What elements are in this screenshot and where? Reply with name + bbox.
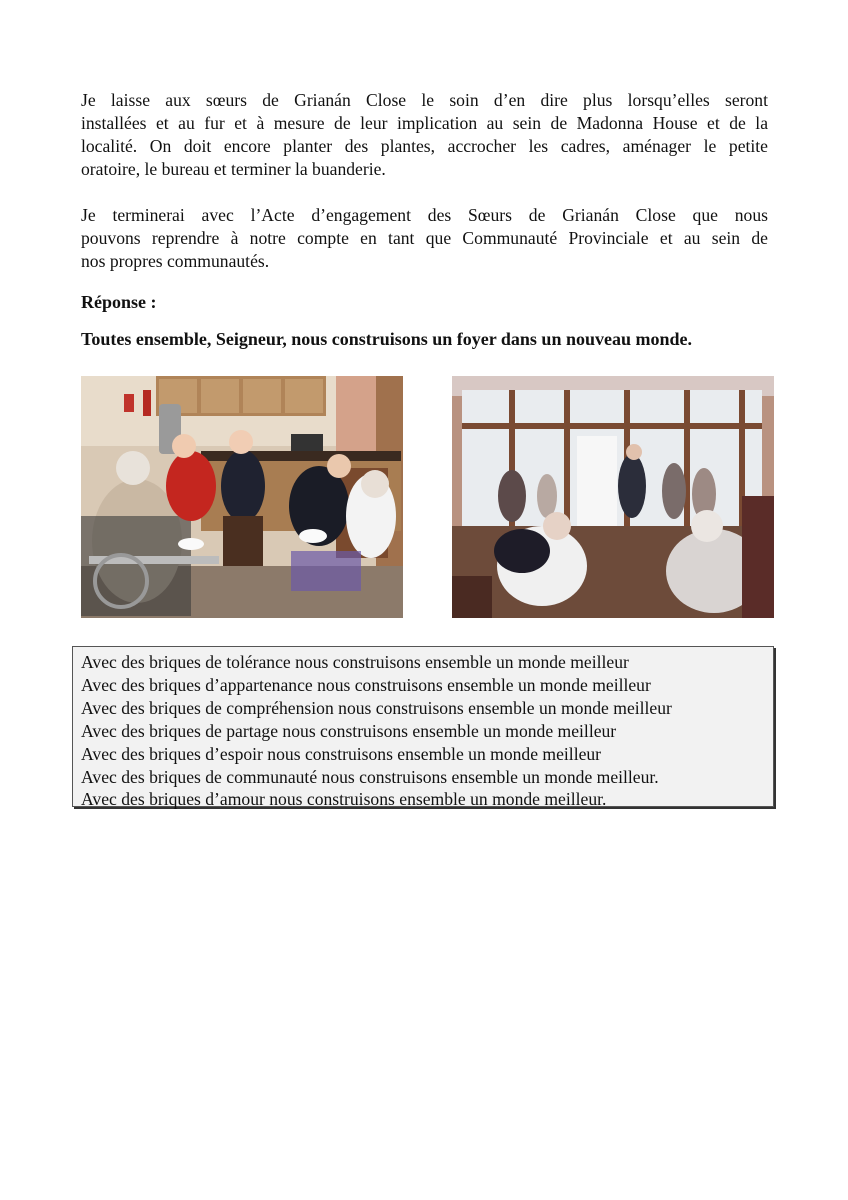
text-line: oratoire, le bureau et terminer la buanderie. (81, 159, 386, 179)
litany-line: Avec des briques de compréhension nous construisons ensemble un monde meilleur (81, 697, 672, 718)
text-line: installées et au fur et à mesure de leur implication au sein de Madonna House et de la (81, 113, 768, 133)
paragraph-intro (81, 89, 768, 181)
litany-line: Avec des briques d’espoir nous construisons ensemble un monde meilleur (81, 743, 602, 764)
photo-sunroom-gathering (452, 376, 774, 618)
text-line: Je laisse aux sœurs de Grianán Close le soin d’en dire plus lorsqu’elles seront (81, 90, 768, 110)
litany-box (72, 646, 774, 810)
litany-line: Avec des briques de communauté nous construisons ensemble un monde meilleur. (81, 766, 659, 787)
response-text: Toutes ensemble, Seigneur, nous construisons un foyer dans un nouveau monde. (81, 329, 692, 349)
litany-line: Avec des briques d’appartenance nous construisons ensemble un monde meilleur (81, 674, 651, 695)
litany-line: Avec des briques de partage nous construisons ensemble un monde meilleur (81, 720, 617, 741)
text-line: nos propres communautés. (81, 251, 270, 271)
text-line: Je terminerai avec l’Acte d’engagement des Sœurs de Grianán Close que nous (81, 205, 768, 225)
text-line: pouvons reprendre à notre compte en tant que Communauté Provinciale et au sein de (81, 228, 768, 248)
litany-line: Avec des briques d’amour nous construisons ensemble un monde meilleur. (81, 789, 607, 810)
response-label: Réponse : (81, 292, 157, 312)
litany-line: Avec des briques de tolérance nous construisons ensemble un monde meilleur (81, 652, 629, 672)
paragraph-engagement (81, 204, 768, 273)
photo-kitchen-gathering (81, 376, 403, 618)
text-line: localité. On doit encore planter des plantes, accrocher les cadres, aménager le petite (81, 136, 768, 156)
